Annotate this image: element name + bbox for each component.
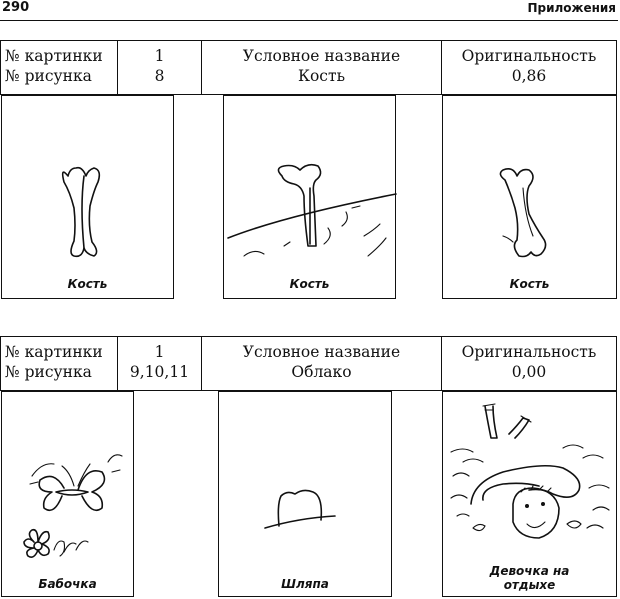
originality-cell <box>442 337 616 390</box>
name-label: Условное название <box>242 47 401 65</box>
bone-in-ground-drawing <box>224 96 397 300</box>
labels-cell <box>1 337 118 390</box>
drawing-number-label: № рисунка <box>5 363 92 381</box>
originality-label: Оригинальность <box>461 343 597 361</box>
hat-drawing <box>219 392 393 598</box>
card-caption: Бабочка <box>38 577 97 591</box>
running-title: Приложения <box>527 1 616 15</box>
labels-cell <box>1 41 118 94</box>
drawing-card <box>1 95 174 299</box>
header-rule <box>0 20 618 21</box>
drawing-card <box>1 391 134 597</box>
card-caption: Кость <box>289 277 330 291</box>
originality-value: 0,00 <box>511 363 547 381</box>
originality-value: 0,86 <box>511 67 547 85</box>
picture-number-label: № картинки <box>5 47 103 65</box>
card-caption: Кость <box>67 277 108 291</box>
butterfly-drawing <box>2 392 135 598</box>
drawing-card <box>442 95 617 299</box>
name-cell <box>202 337 442 390</box>
originality-cell <box>442 41 616 94</box>
card-caption: Кость <box>509 277 550 291</box>
drawing-card <box>442 391 617 597</box>
picture-number-label: № картинки <box>5 343 103 361</box>
drawing-number: 9,10,11 <box>129 363 190 381</box>
name-cell <box>202 41 442 94</box>
info-table-1 <box>0 40 617 95</box>
name-value: Облако <box>291 363 352 381</box>
numbers-cell <box>118 337 202 390</box>
drawing-card <box>218 391 392 597</box>
numbers-cell <box>118 41 202 94</box>
card-caption <box>443 564 616 592</box>
name-value: Кость <box>297 67 346 85</box>
bone-drawing <box>2 96 175 300</box>
originality-label: Оригинальность <box>461 47 597 65</box>
page-number: 290 <box>2 0 30 15</box>
drawing-number: 8 <box>154 67 165 85</box>
card-caption: Шляпа <box>281 577 329 591</box>
bone-drawing <box>443 96 618 300</box>
caption-line: отдыхе <box>503 578 556 592</box>
picture-number: 1 <box>154 47 165 65</box>
drawing-card <box>223 95 396 299</box>
info-table-2 <box>0 336 617 391</box>
drawing-number-label: № рисунка <box>5 67 92 85</box>
name-label: Условное название <box>242 343 401 361</box>
picture-number: 1 <box>154 343 165 361</box>
caption-line: Девочка на <box>489 564 570 578</box>
